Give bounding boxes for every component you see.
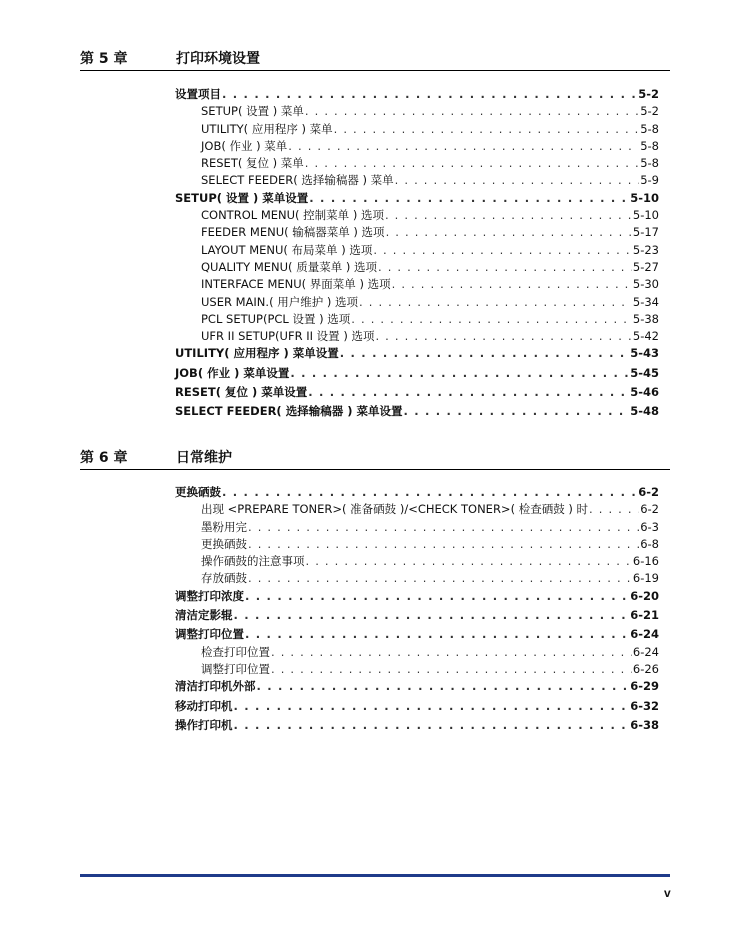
toc-entry-title: UFR II SETUP(UFR II 设置 ) 选项: [201, 329, 375, 344]
toc-entry-page: 5-42: [632, 329, 659, 344]
toc-subsection-entry[interactable]: [175, 172, 659, 189]
dot-leader: [308, 384, 629, 401]
toc-entry-title: QUALITY MENU( 质量菜单 ) 选项: [201, 259, 377, 274]
toc-subsection-entry[interactable]: [175, 661, 659, 678]
dot-leader: [309, 190, 629, 207]
dot-leader: [271, 644, 632, 661]
toc-entry-title: 检查打印位置: [201, 644, 270, 659]
toc-entry-title: PCL SETUP(PCL 设置 ) 选项: [201, 311, 351, 326]
toc-entry-title: SELECT FEEDER( 选择输稿器 ) 菜单: [201, 173, 394, 188]
toc-entry-page: 5-46: [630, 385, 659, 400]
toc-entry-page: 6-16: [632, 554, 659, 569]
toc-entry-page: 6-2: [640, 502, 659, 517]
toc-entry-title: 操作硒鼓的注意事项: [201, 554, 305, 569]
dot-leader: [234, 698, 630, 715]
toc-entry-page: 5-43: [630, 346, 659, 361]
toc-entry-page: 5-34: [632, 294, 659, 309]
dot-leader: [378, 259, 632, 276]
dot-leader: [305, 103, 639, 120]
toc-entry-page: 5-8: [640, 121, 659, 136]
dot-leader: [373, 242, 632, 259]
toc-subsection-entry[interactable]: [175, 644, 659, 661]
dot-leader: [375, 328, 631, 345]
dot-leader: [386, 224, 632, 241]
chapter-label: 第 6 章: [80, 450, 128, 466]
toc-entry-page: 6-19: [632, 571, 659, 586]
chapter-5-heading: [80, 50, 670, 71]
toc-entry-page: 6-38: [630, 717, 659, 732]
toc-subsection-entry[interactable]: [175, 259, 659, 276]
toc-subsection-entry[interactable]: [175, 224, 659, 241]
toc-subsection-entry[interactable]: [175, 155, 659, 172]
toc-entry-title: UTILITY( 应用程序 ) 菜单设置: [175, 346, 339, 361]
toc-entry-page: 6-32: [630, 698, 659, 713]
toc-entry-page: 5-2: [640, 104, 659, 119]
dot-leader: [248, 536, 639, 553]
toc-entry-title: JOB( 作业 ) 菜单: [201, 138, 288, 153]
chapter-6-heading: [80, 449, 670, 470]
dot-leader: [359, 294, 632, 311]
dot-leader: [245, 588, 629, 605]
dot-leader: [395, 172, 640, 189]
toc-section-entry[interactable]: [175, 403, 659, 420]
toc-entry-page: 5-9: [640, 173, 659, 188]
toc-entry-title: SETUP( 设置 ) 菜单: [201, 104, 304, 119]
dot-leader: [248, 519, 639, 536]
toc-subsection-entry[interactable]: [175, 536, 659, 553]
toc-entry-title: 调整打印位置: [201, 661, 270, 676]
toc-subsection-entry[interactable]: [175, 501, 659, 518]
toc-entry-page: 5-45: [630, 365, 659, 380]
dot-leader: [403, 403, 629, 420]
toc-section-entry[interactable]: [175, 86, 659, 103]
toc-entry-title: 墨粉用完: [201, 519, 247, 534]
chapter-label: 第 5 章: [80, 51, 128, 67]
dot-leader: [290, 365, 629, 382]
toc-section-entry[interactable]: [175, 678, 659, 695]
dot-leader: [306, 553, 632, 570]
toc-entry-page: 6-21: [630, 608, 659, 623]
dot-leader: [222, 86, 637, 103]
page-number: v: [664, 886, 671, 900]
toc-entry-title: UTILITY( 应用程序 ) 菜单: [201, 121, 333, 136]
dot-leader: [245, 626, 629, 643]
toc-entry-page: 6-8: [640, 536, 659, 551]
toc-entry-title: JOB( 作业 ) 菜单设置: [175, 365, 290, 380]
toc-entry-title: FEEDER MENU( 输稿器菜单 ) 选项: [201, 225, 385, 240]
dot-leader: [351, 311, 632, 328]
toc-entry-title: INTERFACE MENU( 界面菜单 ) 选项: [201, 277, 391, 292]
toc-entry-title: RESET( 复位 ) 菜单: [201, 156, 304, 171]
toc-entry-title: 移动打印机: [175, 698, 233, 713]
toc-entry-title: 调整打印位置: [175, 627, 244, 642]
toc-section-entry[interactable]: [175, 607, 659, 624]
toc-entry-page: 5-27: [632, 259, 659, 274]
toc-entry-page: 5-23: [632, 242, 659, 257]
toc-subsection-entry[interactable]: [175, 103, 659, 120]
toc-entry-page: 5-10: [630, 190, 659, 205]
toc-section-entry[interactable]: [175, 717, 659, 734]
toc-subsection-entry[interactable]: [175, 519, 659, 536]
dot-leader: [305, 155, 639, 172]
toc-subsection-entry[interactable]: [175, 242, 659, 259]
dot-leader: [234, 607, 630, 624]
dot-leader: [340, 345, 629, 362]
toc-section-entry[interactable]: [175, 626, 659, 643]
toc-entry-page: 5-8: [640, 156, 659, 171]
toc-entry-page: 5-38: [632, 311, 659, 326]
toc-entry-page: 6-26: [632, 661, 659, 676]
toc-section-entry[interactable]: [175, 384, 659, 401]
chapter-6-toc: [175, 484, 659, 734]
toc-entry-page: 5-2: [638, 87, 659, 101]
toc-subsection-entry[interactable]: [175, 553, 659, 570]
chapter-5-toc: [175, 86, 659, 421]
toc-entry-page: 5-10: [632, 208, 659, 223]
dot-leader: [271, 661, 632, 678]
toc-subsection-entry[interactable]: [175, 294, 659, 311]
toc-subsection-entry[interactable]: [175, 121, 659, 138]
toc-entry-page: 6-24: [630, 627, 659, 642]
toc-subsection-entry[interactable]: [175, 276, 659, 293]
dot-leader: [257, 678, 630, 695]
toc-section-entry[interactable]: [175, 484, 659, 501]
toc-entry-page: 5-30: [632, 277, 659, 292]
toc-entry-page: 5-17: [632, 225, 659, 240]
toc-entry-page: 6-29: [630, 679, 659, 694]
toc-entry-title: 操作打印机: [175, 717, 233, 732]
chapter-title: 日常维护: [176, 450, 232, 466]
toc-section-entry[interactable]: [175, 588, 659, 605]
toc-entry-page: 5-8: [640, 138, 659, 153]
toc-section-entry[interactable]: [175, 345, 659, 362]
toc-section-entry[interactable]: [175, 365, 659, 382]
toc-entry-title: 存放硒鼓: [201, 571, 247, 586]
toc-entry-title: 清洁定影辊: [175, 608, 233, 623]
toc-entry-title: USER MAIN.( 用户维护 ) 选项: [201, 294, 359, 309]
dot-leader: [288, 138, 639, 155]
dot-leader: [334, 121, 640, 138]
toc-entry-title: LAYOUT MENU( 布局菜单 ) 选项: [201, 242, 373, 257]
toc-entry-title: CONTROL MENU( 控制菜单 ) 选项: [201, 208, 384, 223]
dot-leader: [385, 207, 632, 224]
toc-entry-title: 调整打印浓度: [175, 588, 244, 603]
toc-entry-title: 更换硒鼓: [175, 485, 221, 499]
toc-entry-page: 6-2: [638, 485, 659, 499]
toc-entry-title: RESET( 复位 ) 菜单设置: [175, 385, 308, 400]
toc-subsection-entry[interactable]: [175, 311, 659, 328]
toc-section-entry[interactable]: [175, 190, 659, 207]
dot-leader: [222, 484, 637, 501]
toc-subsection-entry[interactable]: [175, 138, 659, 155]
dot-leader: [234, 717, 630, 734]
chapter-title: 打印环境设置: [176, 51, 260, 67]
toc-entry-page: 6-20: [630, 588, 659, 603]
toc-entry-page: 5-48: [630, 404, 659, 419]
toc-subsection-entry[interactable]: [175, 207, 659, 224]
toc-subsection-entry[interactable]: [175, 570, 659, 587]
toc-entry-title: 更换硒鼓: [201, 536, 247, 551]
toc-entry-page: 6-3: [640, 519, 659, 534]
toc-entry-title: 出现 <PREPARE TONER>( 准备硒鼓 )/<CHECK TONER>( 检查硒鼓 ) 时: [201, 502, 589, 517]
toc-entry-page: 6-24: [632, 644, 659, 659]
dot-leader: [392, 276, 632, 293]
dot-leader: [589, 501, 639, 518]
toc-entry-title: SETUP( 设置 ) 菜单设置: [175, 190, 309, 205]
toc-entry-title: SELECT FEEDER( 选择输稿器 ) 菜单设置: [175, 404, 403, 419]
dot-leader: [248, 570, 632, 587]
toc-entry-title: 清洁打印机外部: [175, 679, 256, 694]
toc-entry-title: 设置项目: [175, 87, 221, 101]
toc-subsection-entry[interactable]: [175, 328, 659, 345]
footer-rule: [80, 874, 670, 877]
toc-section-entry[interactable]: [175, 698, 659, 715]
